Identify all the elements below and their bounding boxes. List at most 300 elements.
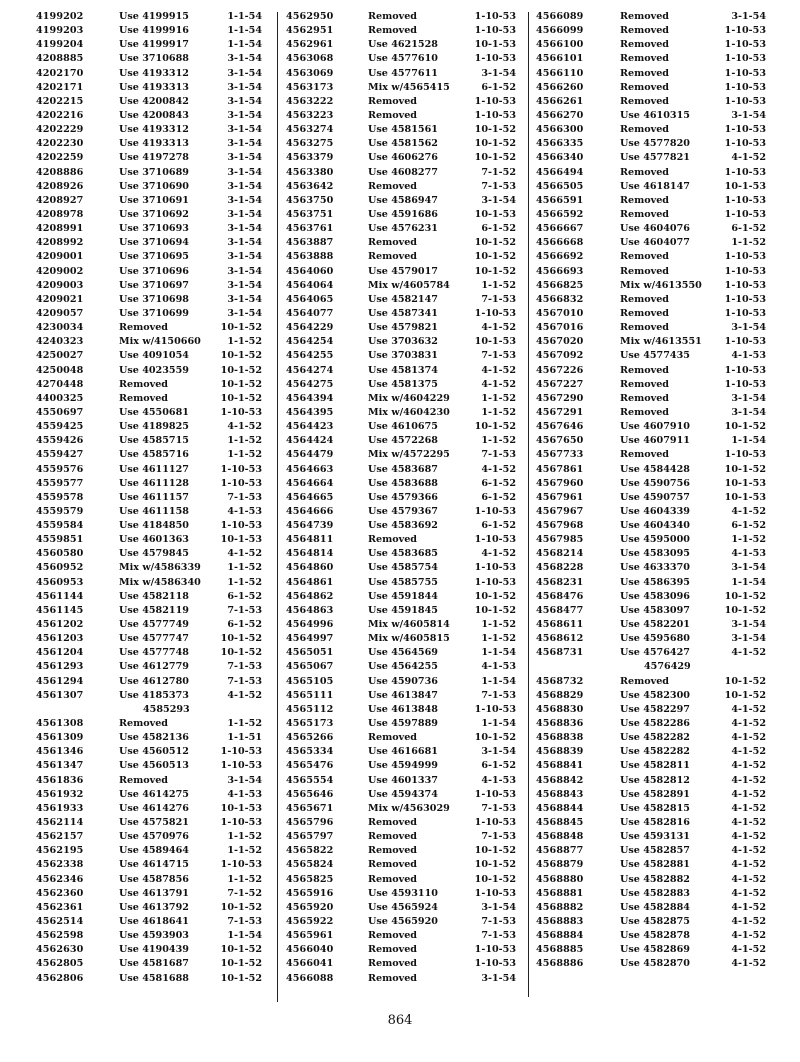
- effective-date: 10-1-53: [474, 336, 516, 348]
- action-text: Use 4591686: [368, 208, 438, 220]
- table-row: [536, 505, 770, 519]
- action-text: Use 4582201: [620, 619, 690, 631]
- action-text: Use 4610675: [368, 421, 438, 433]
- effective-date: 3-1-54: [227, 81, 262, 93]
- effective-date: 10-1-52: [220, 972, 262, 984]
- part-number: 4561294: [36, 675, 84, 687]
- table-row: [536, 675, 770, 689]
- effective-date: 1-1-54: [731, 576, 766, 588]
- part-number: 4568845: [536, 817, 584, 829]
- effective-date: 1-10-53: [474, 817, 516, 829]
- effective-date: 7-1-53: [227, 604, 262, 616]
- table-row: [536, 646, 770, 660]
- table-row: [536, 307, 770, 321]
- part-number: 4567650: [536, 435, 584, 447]
- action-text: Use 4612780: [119, 675, 189, 687]
- part-number: 4565266: [286, 732, 334, 744]
- part-number: 4559576: [36, 463, 84, 475]
- action-text: Use 4590756: [620, 477, 690, 489]
- action-text: Use 4582147: [368, 293, 438, 305]
- table-row: [36, 618, 266, 632]
- part-number: 4565105: [286, 675, 334, 687]
- part-number: 4561293: [36, 661, 84, 673]
- action-text: Use 4614275: [119, 788, 189, 800]
- effective-date: 10-1-52: [220, 647, 262, 659]
- table-row: [36, 774, 266, 788]
- effective-date: 6-1-52: [481, 477, 516, 489]
- effective-date: 4-1-52: [731, 916, 766, 927]
- part-number: 4562598: [36, 930, 84, 942]
- action-text: Mix w/4613550: [620, 279, 702, 291]
- action-text: Use 4621528: [368, 39, 438, 51]
- part-number: 4566040: [286, 944, 334, 956]
- effective-date: 4-1-52: [227, 421, 262, 433]
- action-text: Use 4190439: [119, 944, 189, 956]
- table-row: [36, 137, 266, 151]
- effective-date: 7-1-52: [227, 887, 262, 899]
- action-text: Removed: [368, 237, 418, 249]
- table-row: [286, 858, 520, 872]
- part-number: 4568612: [536, 633, 584, 645]
- table-row: [286, 265, 520, 279]
- action-text: Use 4581561: [368, 124, 438, 136]
- effective-date: 4-1-52: [481, 463, 516, 475]
- part-number: 4565173: [286, 718, 334, 730]
- effective-date: 4-1-52: [731, 732, 766, 744]
- action-text: Mix w/4586340: [119, 576, 201, 588]
- part-number: 4566041: [286, 958, 334, 970]
- part-number: 4202171: [36, 81, 84, 93]
- table-row: [36, 972, 266, 986]
- action-text: Mix w/4604229: [368, 392, 450, 404]
- table-row: [536, 759, 770, 773]
- effective-date: 1-1-54: [227, 25, 262, 37]
- part-number: 4568881: [536, 887, 584, 899]
- action-text: Use 4614715: [119, 859, 189, 871]
- part-number: 4562361: [36, 901, 84, 913]
- table-row: [536, 689, 770, 703]
- effective-date: 1-10-53: [724, 166, 766, 178]
- table-row: [36, 335, 266, 349]
- effective-date: 4-1-52: [731, 887, 766, 899]
- effective-date: 3-1-54: [227, 223, 262, 235]
- table-row: [286, 335, 520, 349]
- action-text: Use 4577610: [368, 53, 438, 65]
- effective-date: 10-1-52: [474, 590, 516, 602]
- effective-date: 1-10-53: [724, 53, 766, 65]
- table-row: [536, 265, 770, 279]
- table-row: [36, 420, 266, 434]
- effective-date: 7-1-52: [481, 166, 516, 178]
- action-text: Removed: [368, 534, 418, 546]
- table-row: [286, 774, 520, 788]
- action-text: Use 4594999: [368, 760, 438, 772]
- action-text: Use 4199916: [119, 25, 189, 37]
- table-row: [36, 166, 266, 180]
- table-row: [536, 52, 770, 66]
- action-text: Use 4560513: [119, 760, 189, 772]
- part-number: 4250027: [36, 350, 84, 362]
- part-number: 4567960: [536, 477, 584, 489]
- table-row: [286, 137, 520, 151]
- effective-date: 6-1-52: [227, 619, 262, 631]
- action-text: Removed: [368, 251, 418, 263]
- part-number: 4566300: [536, 124, 584, 136]
- effective-date: 1-10-53: [474, 944, 516, 956]
- action-text: Use 4582815: [620, 802, 690, 814]
- part-number: 4564862: [286, 590, 334, 602]
- part-number: 4564739: [286, 520, 334, 532]
- part-number: 4568836: [536, 718, 584, 730]
- effective-date: 3-1-54: [731, 562, 766, 574]
- part-number: 4566692: [536, 251, 584, 263]
- table-row: [536, 547, 770, 561]
- part-number: 4564665: [286, 491, 334, 503]
- effective-date: 10-1-52: [724, 675, 766, 687]
- part-number: 4568885: [536, 944, 584, 956]
- part-number: 4202259: [36, 152, 84, 164]
- part-number: 4565922: [286, 916, 334, 927]
- part-number: 4566693: [536, 265, 584, 277]
- part-number: 4568886: [536, 958, 584, 970]
- action-text: Use 3710697: [119, 279, 189, 291]
- table-row: [286, 675, 520, 689]
- action-text: Use 4582297: [620, 703, 690, 715]
- table-row: [536, 123, 770, 137]
- effective-date: 10-1-52: [474, 421, 516, 433]
- part-number: 4566100: [536, 39, 584, 51]
- effective-date: 1-10-53: [474, 95, 516, 107]
- effective-date: 1-10-53: [724, 293, 766, 305]
- part-number: 4568231: [536, 576, 584, 588]
- effective-date: 1-1-52: [227, 718, 262, 730]
- effective-date: 4-1-53: [227, 505, 262, 517]
- part-number: 4563380: [286, 166, 334, 178]
- action-text: Use 4577611: [368, 67, 438, 79]
- table-row: [536, 745, 770, 759]
- part-number: 4564424: [286, 435, 334, 447]
- action-text: Use 4604076: [620, 223, 690, 235]
- action-text: Removed: [620, 265, 670, 277]
- table-row: [286, 915, 520, 929]
- part-number: 4565111: [286, 689, 334, 701]
- part-number: 4561836: [36, 774, 84, 786]
- effective-date: 3-1-54: [481, 194, 516, 206]
- table-row-continuation: [536, 660, 770, 674]
- action-text: Use 4613848: [368, 703, 438, 715]
- action-text: Use 4593131: [620, 831, 690, 843]
- part-number: 4559579: [36, 505, 84, 517]
- table-row: [36, 632, 266, 646]
- part-number: 4562338: [36, 859, 84, 871]
- effective-date: 4-1-52: [731, 774, 766, 786]
- effective-date: 1-1-54: [227, 930, 262, 942]
- effective-date: 3-1-54: [227, 67, 262, 79]
- effective-date: 1-10-53: [724, 81, 766, 93]
- table-row: [36, 943, 266, 957]
- table-row: [286, 166, 520, 180]
- part-number: 4567961: [536, 491, 584, 503]
- part-number: 4202170: [36, 67, 84, 79]
- action-text: Use 4593110: [368, 887, 438, 899]
- action-text: Removed: [368, 109, 418, 121]
- effective-date: 4-1-52: [731, 859, 766, 871]
- part-number: 4568732: [536, 675, 584, 687]
- action-text: Use 4579017: [368, 265, 438, 277]
- table-row: [36, 434, 266, 448]
- action-text: Use 4577821: [620, 152, 690, 164]
- table-row: [536, 844, 770, 858]
- part-number: 4564860: [286, 562, 334, 574]
- part-number: 4565334: [286, 746, 334, 758]
- action-text: Use 4633370: [620, 562, 690, 574]
- table-row: [536, 590, 770, 604]
- part-number: 4563379: [286, 152, 334, 164]
- table-row: [286, 10, 520, 24]
- table-row: [536, 166, 770, 180]
- effective-date: 3-1-54: [227, 237, 262, 249]
- effective-date: 4-1-53: [731, 548, 766, 560]
- part-number: 4563223: [286, 109, 334, 121]
- action-text: Use 4611127: [119, 463, 189, 475]
- effective-date: 1-1-54: [481, 718, 516, 730]
- action-text: Use 4583095: [620, 548, 690, 560]
- part-number: 4559426: [36, 435, 84, 447]
- effective-date: 1-1-52: [481, 392, 516, 404]
- part-number: 4567290: [536, 392, 584, 404]
- action-text: Use 4193312: [119, 67, 189, 79]
- table-row: [536, 321, 770, 335]
- table-row: [286, 561, 520, 575]
- effective-date: 10-1-52: [724, 421, 766, 433]
- effective-date: 1-10-53: [724, 279, 766, 291]
- action-text: Use 4577820: [620, 138, 690, 150]
- part-number: 4563888: [286, 251, 334, 263]
- table-row: [536, 731, 770, 745]
- table-row: [36, 844, 266, 858]
- table-row: [36, 250, 266, 264]
- table-row: [536, 774, 770, 788]
- effective-date: 10-1-52: [474, 732, 516, 744]
- effective-date: 4-1-52: [481, 378, 516, 390]
- part-number: 4250048: [36, 364, 84, 376]
- action-text: Use 4579367: [368, 505, 438, 517]
- part-number: 4566825: [536, 279, 584, 291]
- effective-date: 1-10-53: [724, 124, 766, 136]
- table-row: [286, 519, 520, 533]
- part-number: 4566832: [536, 293, 584, 305]
- part-number: 4561933: [36, 802, 84, 814]
- action-text: Removed: [620, 81, 670, 93]
- part-number: 4566335: [536, 138, 584, 150]
- part-number: 4568882: [536, 901, 584, 913]
- table-row: [286, 759, 520, 773]
- part-number: 4568843: [536, 788, 584, 800]
- table-row: [536, 703, 770, 717]
- action-text: Use 4581562: [368, 138, 438, 150]
- part-number: 4562951: [286, 25, 334, 37]
- part-number: 4566261: [536, 95, 584, 107]
- action-text: Use 4585754: [368, 562, 438, 574]
- effective-date: 10-1-52: [474, 873, 516, 885]
- effective-date: 1-10-53: [724, 194, 766, 206]
- table-row: [286, 95, 520, 109]
- part-number: 4561202: [36, 619, 84, 631]
- action-text: Removed: [368, 831, 418, 843]
- action-text: Removed: [368, 11, 418, 22]
- effective-date: 10-1-52: [474, 124, 516, 136]
- action-text: Use 4607911: [620, 435, 690, 447]
- part-number: 4202229: [36, 124, 84, 136]
- effective-date: 4-1-53: [481, 774, 516, 786]
- column-divider: [277, 12, 278, 1002]
- part-number: 4208992: [36, 237, 84, 249]
- effective-date: 6-1-52: [731, 520, 766, 532]
- action-text: Use 4604077: [620, 237, 690, 249]
- part-number: 4562514: [36, 916, 84, 927]
- part-number: 4563275: [286, 138, 334, 150]
- table-row: [36, 406, 266, 420]
- action-text: Use 4595000: [620, 534, 690, 546]
- effective-date: 1-10-53: [724, 265, 766, 277]
- effective-date: 3-1-54: [481, 67, 516, 79]
- table-row: [36, 378, 266, 392]
- part-number: 4564479: [286, 449, 334, 461]
- table-row: [36, 731, 266, 745]
- effective-date: 1-10-53: [220, 746, 262, 758]
- action-text: Mix w/4563029: [368, 802, 450, 814]
- effective-date: 6-1-52: [481, 520, 516, 532]
- part-number: 4209057: [36, 307, 84, 319]
- effective-date: 7-1-53: [227, 491, 262, 503]
- table-row: [536, 957, 770, 971]
- table-row: [36, 533, 266, 547]
- table-row: [286, 364, 520, 378]
- part-number: 4565554: [286, 774, 334, 786]
- effective-date: 7-1-53: [481, 449, 516, 461]
- table-row: [286, 123, 520, 137]
- effective-date: 3-1-54: [731, 619, 766, 631]
- part-number: 4564275: [286, 378, 334, 390]
- table-row: [36, 788, 266, 802]
- action-text: Use 4585715: [119, 435, 189, 447]
- effective-date: 1-10-53: [724, 95, 766, 107]
- table-row: [286, 279, 520, 293]
- effective-date: 3-1-54: [731, 11, 766, 22]
- action-text: Removed: [620, 39, 670, 51]
- action-text: Removed: [368, 944, 418, 956]
- table-row: [36, 448, 266, 462]
- part-number: 4562360: [36, 887, 84, 899]
- part-number: 4564274: [286, 364, 334, 376]
- table-row: [36, 759, 266, 773]
- table-row: [286, 731, 520, 745]
- part-number: 4562961: [286, 39, 334, 51]
- effective-date: 3-1-54: [227, 95, 262, 107]
- part-number: 4568476: [536, 590, 584, 602]
- effective-date: 10-1-52: [474, 265, 516, 277]
- table-row: [36, 915, 266, 929]
- action-text: Use 4584428: [620, 463, 690, 475]
- effective-date: 1-1-52: [227, 831, 262, 843]
- action-text: Use 4560512: [119, 746, 189, 758]
- effective-date: 10-1-52: [220, 633, 262, 645]
- table-row: [536, 929, 770, 943]
- effective-date: 4-1-52: [731, 760, 766, 772]
- part-number: 4562630: [36, 944, 84, 956]
- part-number: 4564060: [286, 265, 334, 277]
- effective-date: 4-1-52: [481, 364, 516, 376]
- effective-date: 1-10-53: [474, 576, 516, 588]
- effective-date: 6-1-52: [481, 491, 516, 503]
- effective-date: 3-1-54: [481, 746, 516, 758]
- effective-date: 3-1-54: [227, 166, 262, 178]
- action-text: Removed: [620, 53, 670, 65]
- table-row: [36, 646, 266, 660]
- effective-date: 10-1-52: [474, 138, 516, 150]
- part-number: 4565961: [286, 930, 334, 942]
- part-number: 4199203: [36, 25, 84, 37]
- action-text: Removed: [620, 293, 670, 305]
- action-text: Use 4613792: [119, 901, 189, 913]
- action-text: Use 4582136: [119, 732, 189, 744]
- effective-date: 10-1-52: [474, 152, 516, 164]
- effective-date: 1-10-53: [220, 520, 262, 532]
- action-text: Removed: [620, 194, 670, 206]
- effective-date: 4-1-53: [227, 788, 262, 800]
- part-number: 4202230: [36, 138, 84, 150]
- table-row: [536, 901, 770, 915]
- part-number: 4208927: [36, 194, 84, 206]
- part-number: 4562806: [36, 972, 84, 984]
- part-number: 4564666: [286, 505, 334, 517]
- part-number: 4565797: [286, 831, 334, 843]
- action-text: Use 4582870: [620, 958, 690, 970]
- table-row: [36, 957, 266, 971]
- effective-date: 1-1-52: [227, 435, 262, 447]
- table-row: [286, 717, 520, 731]
- action-text: Use 4583097: [620, 604, 690, 616]
- effective-date: 3-1-54: [481, 901, 516, 913]
- effective-date: 1-1-52: [481, 279, 516, 291]
- effective-date: 1-10-53: [724, 307, 766, 319]
- part-number: 4208991: [36, 223, 84, 235]
- part-number: 4563751: [286, 208, 334, 220]
- column-left: [36, 10, 266, 986]
- action-text: Use 4564569: [368, 647, 438, 659]
- action-text: Use 4589464: [119, 845, 189, 857]
- part-number: 4566667: [536, 223, 584, 235]
- part-number: 4563222: [286, 95, 334, 107]
- table-row: [536, 858, 770, 872]
- part-number: 4559578: [36, 491, 84, 503]
- table-row: [536, 151, 770, 165]
- part-number: 4564814: [286, 548, 334, 560]
- table-row: [286, 618, 520, 632]
- action-text: Use 4193312: [119, 124, 189, 136]
- effective-date: 1-1-54: [227, 39, 262, 51]
- effective-date: 1-1-52: [227, 873, 262, 885]
- part-number: 4564064: [286, 279, 334, 291]
- action-text: Use 4091054: [119, 350, 189, 362]
- table-row: [286, 689, 520, 703]
- action-text: Removed: [119, 718, 169, 730]
- effective-date: 4-1-52: [731, 845, 766, 857]
- part-number: 4563887: [286, 237, 334, 249]
- table-row: [36, 660, 266, 674]
- part-number: 4566505: [536, 180, 584, 192]
- action-text: Use 4583688: [368, 477, 438, 489]
